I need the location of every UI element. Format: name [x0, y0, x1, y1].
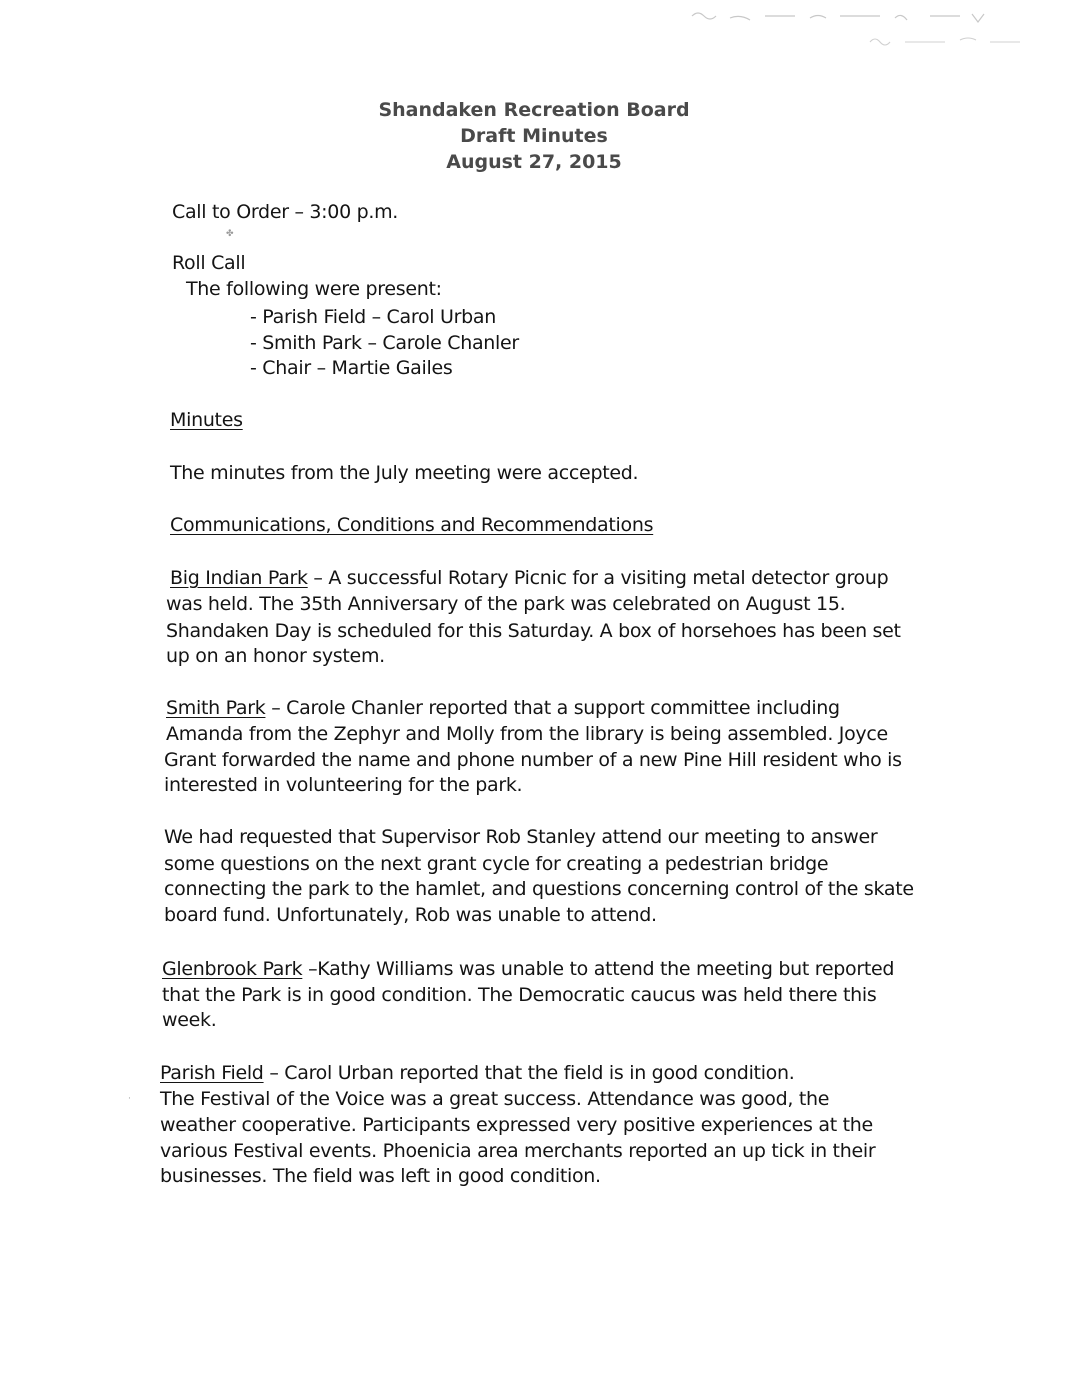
roll-call-heading: Roll Call [172, 252, 246, 274]
document-type: Draft Minutes [460, 125, 608, 147]
big-indian-line-4: up on an honor system. [166, 645, 385, 667]
stray-mark: ✤ [226, 229, 234, 239]
smith-park-line-2: Amanda from the Zephyr and Molly from the library is being assembled. Joyce [166, 723, 888, 745]
smith-park-2-line-2: some questions on the next grant cycle for creating a pedestrian bridge [164, 853, 829, 875]
glenbrook-line-2: that the Park is in good condition. The Democratic caucus was held there this [162, 984, 877, 1006]
parish-field-line-3: weather cooperative. Participants expressed very positive experiences at the [160, 1114, 873, 1136]
glenbrook-text: –Kathy Williams was unable to attend the meeting but reported [302, 958, 895, 980]
smith-park-2-line-4: board fund. Unfortunately, Rob was unable to attend. [164, 904, 657, 926]
roll-call-intro: The following were present: [186, 278, 442, 300]
smith-park-line-1 [166, 696, 840, 720]
big-indian-line-2: was held. The 35th Anniversary of the park was celebrated on August 15. [166, 593, 846, 615]
smith-park-text: – Carole Chanler reported that a support committee including [265, 697, 840, 719]
attendee-item: - Chair – Martie Gailes [250, 357, 453, 379]
smith-park-2-line-3: connecting the park to the hamlet, and questions concerning control of the skate [164, 878, 914, 900]
margin-dot: · [128, 1094, 131, 1104]
parish-field-line-4: various Festival events. Phoenicia area merchants reported an up tick in their [160, 1140, 876, 1162]
glenbrook-line-1 [162, 957, 894, 981]
smith-park-title: Smith Park [166, 697, 266, 719]
smith-park-line-4: interested in volunteering for the park. [164, 774, 523, 796]
communications-heading: Communications, Conditions and Recommendations [170, 514, 654, 536]
big-indian-title: Big Indian Park [170, 567, 308, 589]
attendee-item: - Parish Field – Carol Urban [250, 306, 496, 328]
big-indian-line-3: Shandaken Day is scheduled for this Saturday. A box of horsehoes has been set [166, 620, 901, 642]
smith-park-2-line-1: We had requested that Supervisor Rob Stanley attend our meeting to answer [164, 826, 878, 848]
attendee-item: - Smith Park – Carole Chanler [250, 332, 519, 354]
parish-field-title: Parish Field [160, 1062, 264, 1084]
minutes-heading: Minutes [170, 409, 243, 431]
glenbrook-line-3: week. [162, 1009, 217, 1031]
call-to-order: Call to Order – 3:00 p.m. [172, 201, 399, 223]
meeting-date: August 27, 2015 [446, 151, 622, 173]
parish-field-text: – Carol Urban reported that the field is in good condition. [263, 1062, 795, 1084]
parish-field-line-1 [160, 1061, 794, 1085]
smith-park-line-3: Grant forwarded the name and phone number of a new Pine Hill resident who is [164, 749, 902, 771]
faint-handwriting-mark [690, 6, 1050, 51]
parish-field-line-5: businesses. The field was left in good condition. [160, 1165, 601, 1187]
parish-field-line-2: The Festival of the Voice was a great success. Attendance was good, the [160, 1088, 830, 1110]
minutes-text: The minutes from the July meeting were accepted. [170, 462, 639, 484]
glenbrook-title: Glenbrook Park [162, 958, 303, 980]
organization-title: Shandaken Recreation Board [378, 99, 690, 121]
big-indian-text: – A successful Rotary Picnic for a visiting metal detector group [307, 567, 889, 589]
big-indian-line-1 [170, 566, 888, 590]
